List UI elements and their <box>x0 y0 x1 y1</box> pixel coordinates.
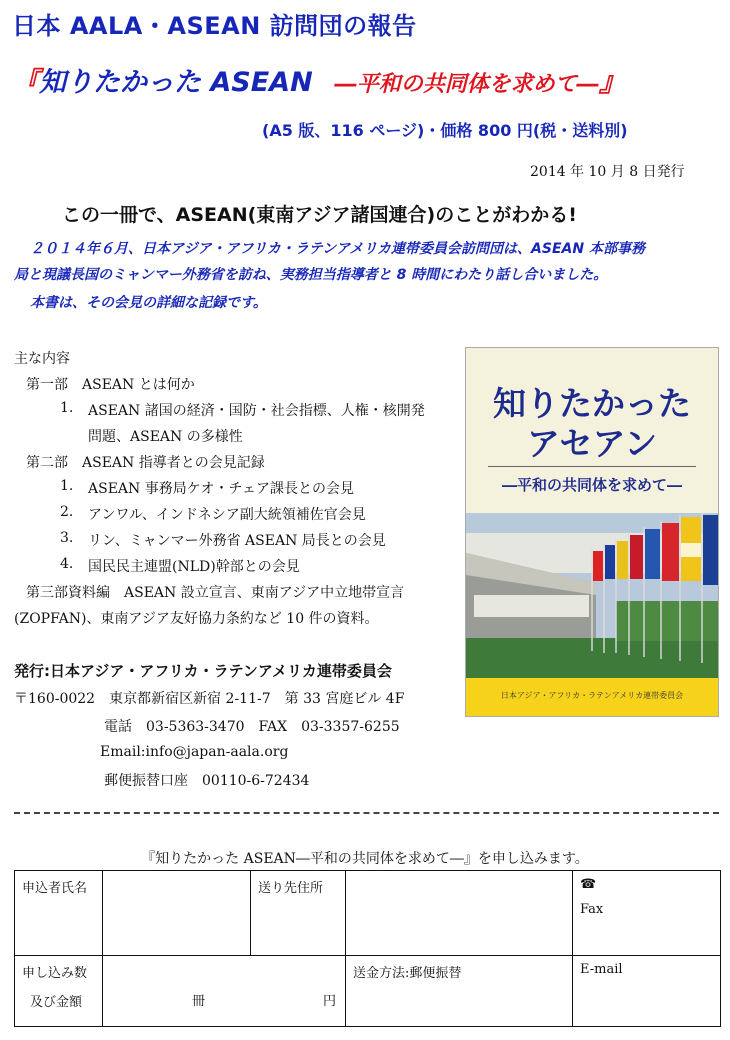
part-3-line-2: (ZOPFAN)、東南アジア友好協力条約など 10 件の資料。 <box>14 611 379 627</box>
item-text: アンワル、インドネシア副大統領補佐官会見 <box>88 507 366 523</box>
price-info: (A5 版、116 ページ)・価格 800 円(税・送料別) <box>262 121 628 140</box>
part-2-item-1 <box>60 478 355 497</box>
cover-photo-flags <box>466 513 718 678</box>
part-2-item-2 <box>60 504 366 523</box>
intro-line-3: 本書は、その会見の詳細な記録です。 <box>30 295 267 311</box>
intro-line-1: ２０１４年６月、日本アジア・アフリカ・ラテンアメリカ連帯委員会訪問団は、ASEAN 本部事務 <box>30 241 645 257</box>
delivery-address-field[interactable] <box>346 871 573 956</box>
item-number: 4. <box>60 556 74 572</box>
order-form-heading: 『知りたかった ASEAN―平和の共同体を求めて―』を申し込みます。 <box>141 851 589 867</box>
book-cover-image <box>466 348 718 716</box>
item-number: 3. <box>60 530 74 546</box>
issue-date: 2014 年 10 月 8 日発行 <box>530 164 685 180</box>
part-2-item-3 <box>60 530 386 549</box>
quantity-amount-label <box>15 956 103 1027</box>
phone-icon: ☎ <box>580 877 597 892</box>
item-number: 2. <box>60 504 74 520</box>
part-1-item-1 <box>60 400 425 419</box>
item-number: 1. <box>60 478 74 494</box>
part-2-heading: 第二部 ASEAN 指導者との会見記録 <box>26 455 265 471</box>
cover-publisher: 日本アジア・アフリカ・ラテンアメリカ連帯委員会 <box>500 691 684 700</box>
page-title: 日本 AALA・ASEAN 訪問団の報告 <box>12 12 417 40</box>
publisher-phone-fax: 電話 03-5363-3470 FAX 03-3357-6255 <box>104 719 400 735</box>
part-1-heading: 第一部 ASEAN とは何か <box>26 377 195 393</box>
book-title-banner <box>12 60 626 99</box>
cover-title-line-1: 知りたかった <box>493 384 691 423</box>
applicant-name-label: 申込者氏名 <box>15 871 103 956</box>
cover-title-line-2: アセアン <box>526 424 658 463</box>
bracket-close: 』 <box>598 67 626 98</box>
cover-subtitle: ―平和の共同体を求めて― <box>501 476 682 494</box>
email-label: E-mail <box>580 962 623 977</box>
part-3-line-1: 第三部資料編 ASEAN 設立宣言、東南アジア中立地帯宣言 <box>26 585 405 601</box>
item-text: ASEAN 事務局ケオ・チェア課長との会見 <box>88 481 355 497</box>
part-2-item-4 <box>60 556 300 575</box>
bracket-open: 『 <box>12 67 39 98</box>
amount-label: 及び金額 <box>30 995 83 1010</box>
cut-line <box>14 812 719 814</box>
quantity-amount-field[interactable] <box>103 956 346 1027</box>
cover-title <box>466 384 718 464</box>
cover-divider <box>488 466 696 467</box>
part-1-item-1-cont: 問題、ASEAN の多様性 <box>88 429 243 445</box>
order-form-table <box>14 870 721 1027</box>
item-number: 1. <box>60 400 74 416</box>
intro-line-2: 局と現議長国のミャンマー外務省を訪ね、実務担当指導者と 8 時間にわたり話し合いました。 <box>14 267 608 283</box>
book-subtitle: ―平和の共同体を求めて― <box>334 72 599 97</box>
publisher-postal-account: 郵便振替口座 00110-6-72434 <box>104 773 310 789</box>
item-text: 国民民主連盟(NLD)幹部との会見 <box>88 559 300 575</box>
item-text: リン、ミャンマー外務省 ASEAN 局長との会見 <box>88 533 386 549</box>
email-cell[interactable] <box>573 956 721 1027</box>
tagline: この一冊で、ASEAN(東南アジア諸国連合)のことがわかる! <box>62 204 577 226</box>
publisher-email: Email:info@japan-aala.org <box>100 744 289 760</box>
quantity-label: 申し込み数 <box>22 966 88 981</box>
delivery-address-label: 送り先住所 <box>251 871 346 956</box>
fax-label: Fax <box>580 902 604 917</box>
item-text: ASEAN 諸国の経済・国防・社会指標、人権・核開発 <box>88 403 425 419</box>
book-title: 知りたかった ASEAN <box>39 67 313 98</box>
publisher-address: 〒160-0022 東京都新宿区新宿 2-11-7 第 33 宮庭ビル 4F <box>14 691 405 707</box>
books-unit: 冊 <box>192 994 206 1009</box>
contents-heading: 主な内容 <box>14 351 70 367</box>
applicant-name-field[interactable] <box>103 871 251 956</box>
contact-cell[interactable] <box>573 871 721 956</box>
publisher-name: 発行:日本アジア・アフリカ・ラテンアメリカ連帯委員会 <box>14 662 392 680</box>
payment-method: 送金方法:郵便振替 <box>346 956 573 1027</box>
yen-unit: 円 <box>323 994 337 1009</box>
